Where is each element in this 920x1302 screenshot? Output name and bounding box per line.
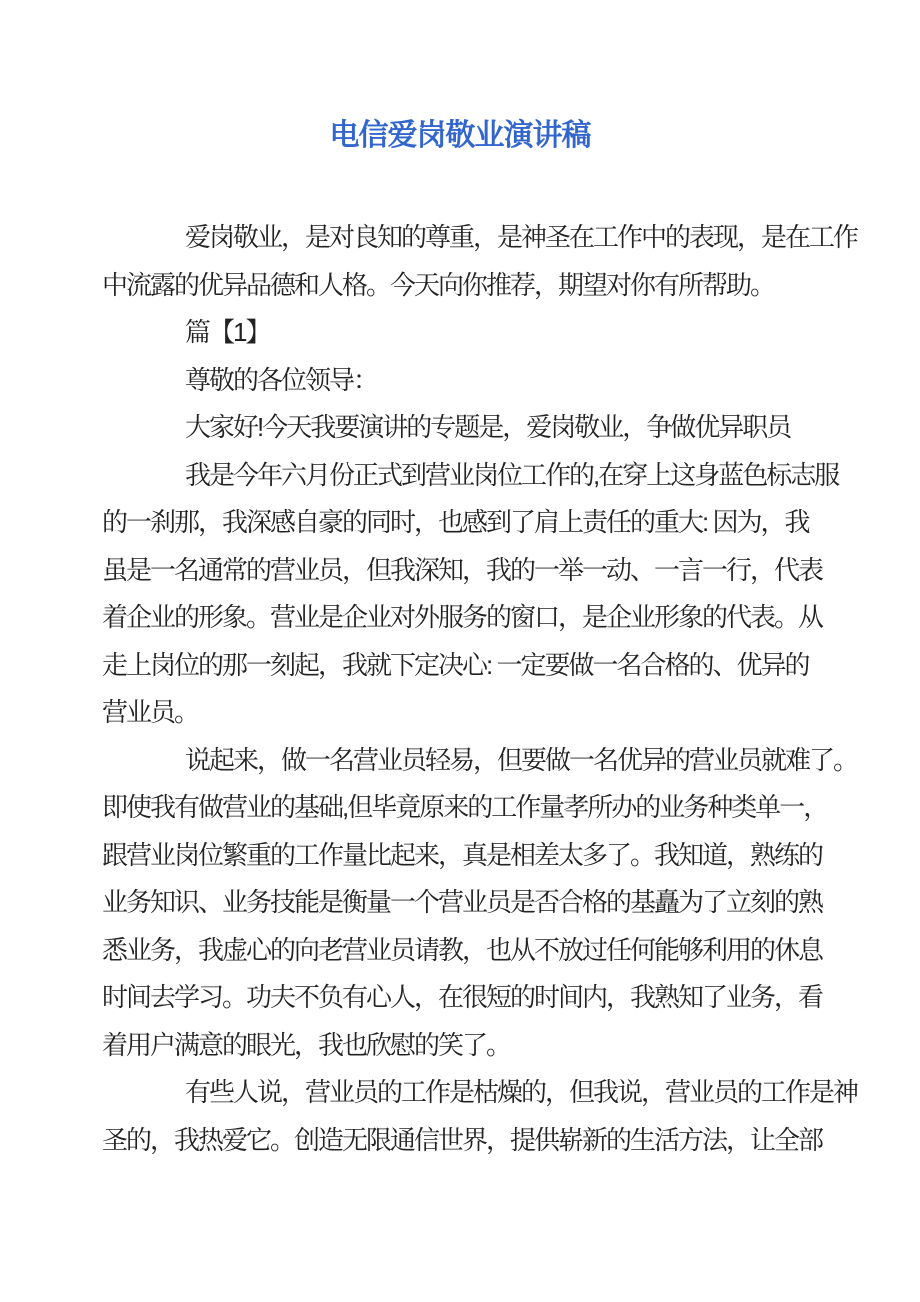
text-line: 着企业的形象。营业是企业对外服务的窗口，是企业形象的代表。从 (102, 602, 823, 632)
text-line: 中流露的优异品德和人格。今天向你推荐，期望对你有所帮助。 (102, 269, 775, 300)
text-line: 尊敬的各位领导： (185, 364, 378, 395)
text-line: 悉业务，我虚心的向老营业员请教，也从不放过任何能够利用的休息 (102, 934, 823, 965)
document-body (102, 214, 862, 1164)
text-line: 爱岗敬业，是对良知的尊重，是神圣在工作中的表现，是在工作 (185, 222, 858, 252)
text-line: 业务知识、业务技能是衡量一个营业员是否合格的基矗为了立刻的熟 (102, 887, 823, 917)
text-line: 走上岗位的那一刻起，我就下定决心: 一定要做一名合格的、优异的 (102, 649, 809, 680)
text-line: 虽是一名通常的营业员，但我深知，我的一举一动、一言一行，代表 (102, 554, 823, 585)
text-line: 跟营业岗位繁重的工作量比起来，真是相差太多了。我知道，熟练的 (102, 839, 823, 870)
text-line: 篇【1】 (185, 317, 270, 347)
text-line: 说起来，做一名营业员轻易，但要做一名优异的营业员就难了。 (185, 744, 858, 775)
page-title: 电信爱岗敬业演讲稿 (329, 119, 591, 152)
text-line: 即使我有做营业的基础,但毕竟原来的工作量孝所办的业务种类单一， (102, 792, 828, 822)
text-line: 我是今年六月份正式到营业岗位工作的,在穿上这身蓝色标志服 (185, 459, 839, 490)
text-line: 营业员。 (102, 697, 199, 727)
text-line: 时间去学习。功夫不负有心人，在很短的时间内，我熟知了业务，看 (102, 982, 823, 1012)
text-line: 的一刹那，我深感自豪的同时，也感到了肩上责任的重大: 因为，我 (102, 507, 809, 537)
text-line: 大家好!今天我要演讲的专题是，爱岗敬业，争做优异职员 (185, 412, 791, 442)
text-line: 着用户满意的眼光，我也欣慰的笑了。 (102, 1029, 511, 1060)
text-line: 有些人说，营业员的工作是枯燥的，但我说，营业员的工作是神 (185, 1077, 858, 1107)
text-line: 圣的，我热爱它。创造无限通信世界，提供崭新的生活方法，让全部 (102, 1124, 823, 1155)
